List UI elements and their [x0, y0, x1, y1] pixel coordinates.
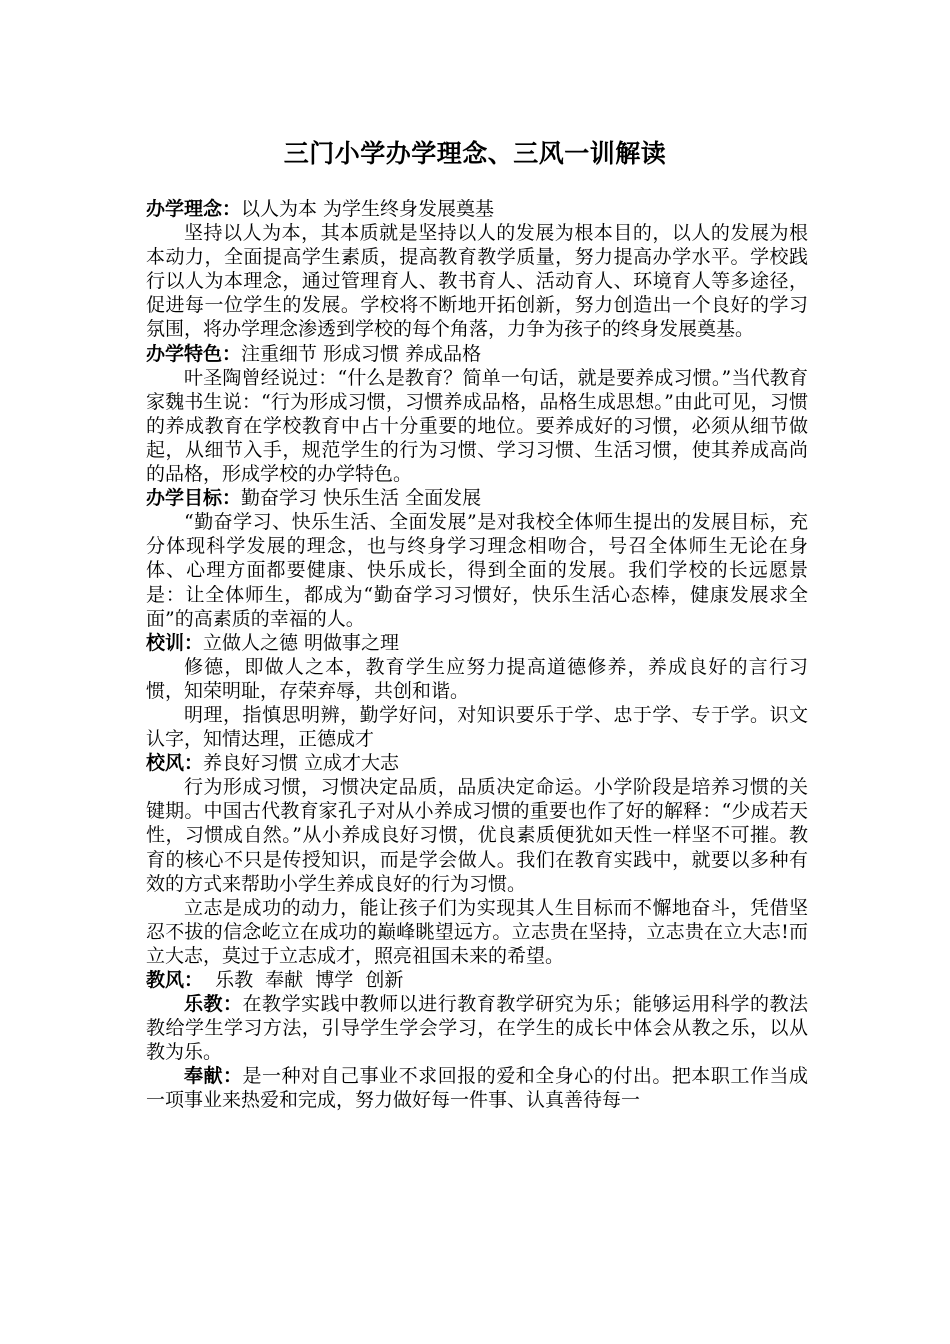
section-value: 注重细节 形成习惯 养成品格: [241, 342, 482, 365]
paragraph: 坚持以人为本，其本质就是坚持以人的发展为根本目的，以人的发展为根本动力，全面提高学生素质，提高教育教学质量，努力提高办学水平。学校践行以人为本理念，通过管理育人、教书育人、活动育人、环境育人等多途径，促进每一位学生的发展。学校将不断地开拓创新，努力创造出一个良好的学习氛围，将办学理念渗透到学校的每个角落，力争为孩子的终身发展奠基。: [146, 222, 808, 341]
section-heading-school-spirit: [146, 751, 808, 775]
section-heading-teaching-style: [146, 968, 808, 992]
section-value: 立做人之德 明做事之理: [203, 631, 400, 654]
paragraph-text: 是一种对自己事业不求回报的爱和全身心的付出。把本职工作当成一项事业来热爱和完成，努力做好每一件事、认真善待每一: [146, 1065, 808, 1112]
paragraph-label: 乐教：: [184, 993, 243, 1016]
paragraph: 叶圣陶曾经说过：“什么是教育？简单一句话，就是要养成习惯。”当代教育家魏书生说：“行为形成习惯，习惯养成品格，品格生成思想。”由此可见，习惯的养成教育在学校教育中占十分重要的地位。要养成好的习惯，必须从细节做起，从细节入手，规范学生的行为习惯、学习习惯、生活习惯，使其养成高尚的品格，形成学校的办学特色。: [146, 366, 808, 486]
section-heading-philosophy: [146, 197, 808, 221]
section-heading-goals: [146, 486, 808, 510]
paragraph: [146, 992, 808, 1064]
paragraph: 修德，即做人之本，教育学生应努力提高道德修养，养成良好的言行习惯，知荣明耻，存荣弃辱，共创和谐。: [146, 655, 808, 702]
section-label: 校训：: [146, 631, 204, 654]
paragraph-text: 在教学实践中教师以进行教育教学研究为乐；能够运用科学的教法教给学生学习方法，引导学生学会学习，在学生的成长中体会从教之乐，以从教为乐。: [146, 993, 808, 1064]
section-label: 教风：: [146, 969, 204, 991]
section-label: 办学特色：: [146, 342, 242, 365]
section-label: 办学理念：: [146, 198, 242, 220]
paragraph: 立志是成功的动力，能让孩子们为实现其人生目标而不懈地奋斗，凭借坚忍不拔的信念屹立在成功的巅峰眺望远方。立志贵在坚持，立志贵在立大志!而立大志，莫过于立志成才，照亮祖国未来的希望。: [146, 896, 808, 967]
paragraph: 行为形成习惯，习惯决定品质，品质决定命运。小学阶段是培养习惯的关键期。中国古代教育家孔子对从小养成习惯的重要也作了好的解释：“少成若天性，习惯成自然。”从小养成良好习惯，优良素质便犹如天性一样坚不可摧。教育的核心不只是传授知识，而是学会做人。我们在教育实践中，就要以多种有效的方式来帮助小学生养成良好的行为习惯。: [146, 776, 808, 895]
paragraph: 明理，指慎思明辨，勤学好问，对知识要乐于学、忠于学、专于学。识文认字，知情达理，正德成才: [146, 703, 808, 751]
paragraph: “勤奋学习、快乐生活、全面发展”是对我校全体师生提出的发展目标，充分体现科学发展的理念，也与终身学习理念相吻合，号召全体师生无论在身体、心理方面都要健康、快乐成长，得到全面的发展。我们学校的长远愿景是：让全体师生，都成为“勤奋学习习惯好，快乐生活心态棒，健康发展求全面”的高素质的幸福的人。: [146, 511, 808, 630]
document-body: [146, 197, 808, 1113]
paragraph: [146, 1064, 808, 1112]
section-value: 乐教 奉献 博学 创新: [203, 969, 404, 991]
document-title: 三门小学办学理念、三风一训解读: [283, 139, 667, 168]
section-label: 办学目标：: [146, 487, 242, 510]
section-heading-motto: [146, 631, 808, 655]
section-value: 勤奋学习 快乐生活 全面发展: [241, 487, 482, 510]
paragraph-label: 奉献：: [184, 1065, 243, 1088]
section-value: 以人为本 为学生终身发展奠基: [241, 198, 495, 220]
section-value: 养良好习惯 立成才大志: [203, 752, 400, 775]
section-label: 校风：: [146, 752, 204, 775]
section-heading-features: [146, 342, 808, 366]
